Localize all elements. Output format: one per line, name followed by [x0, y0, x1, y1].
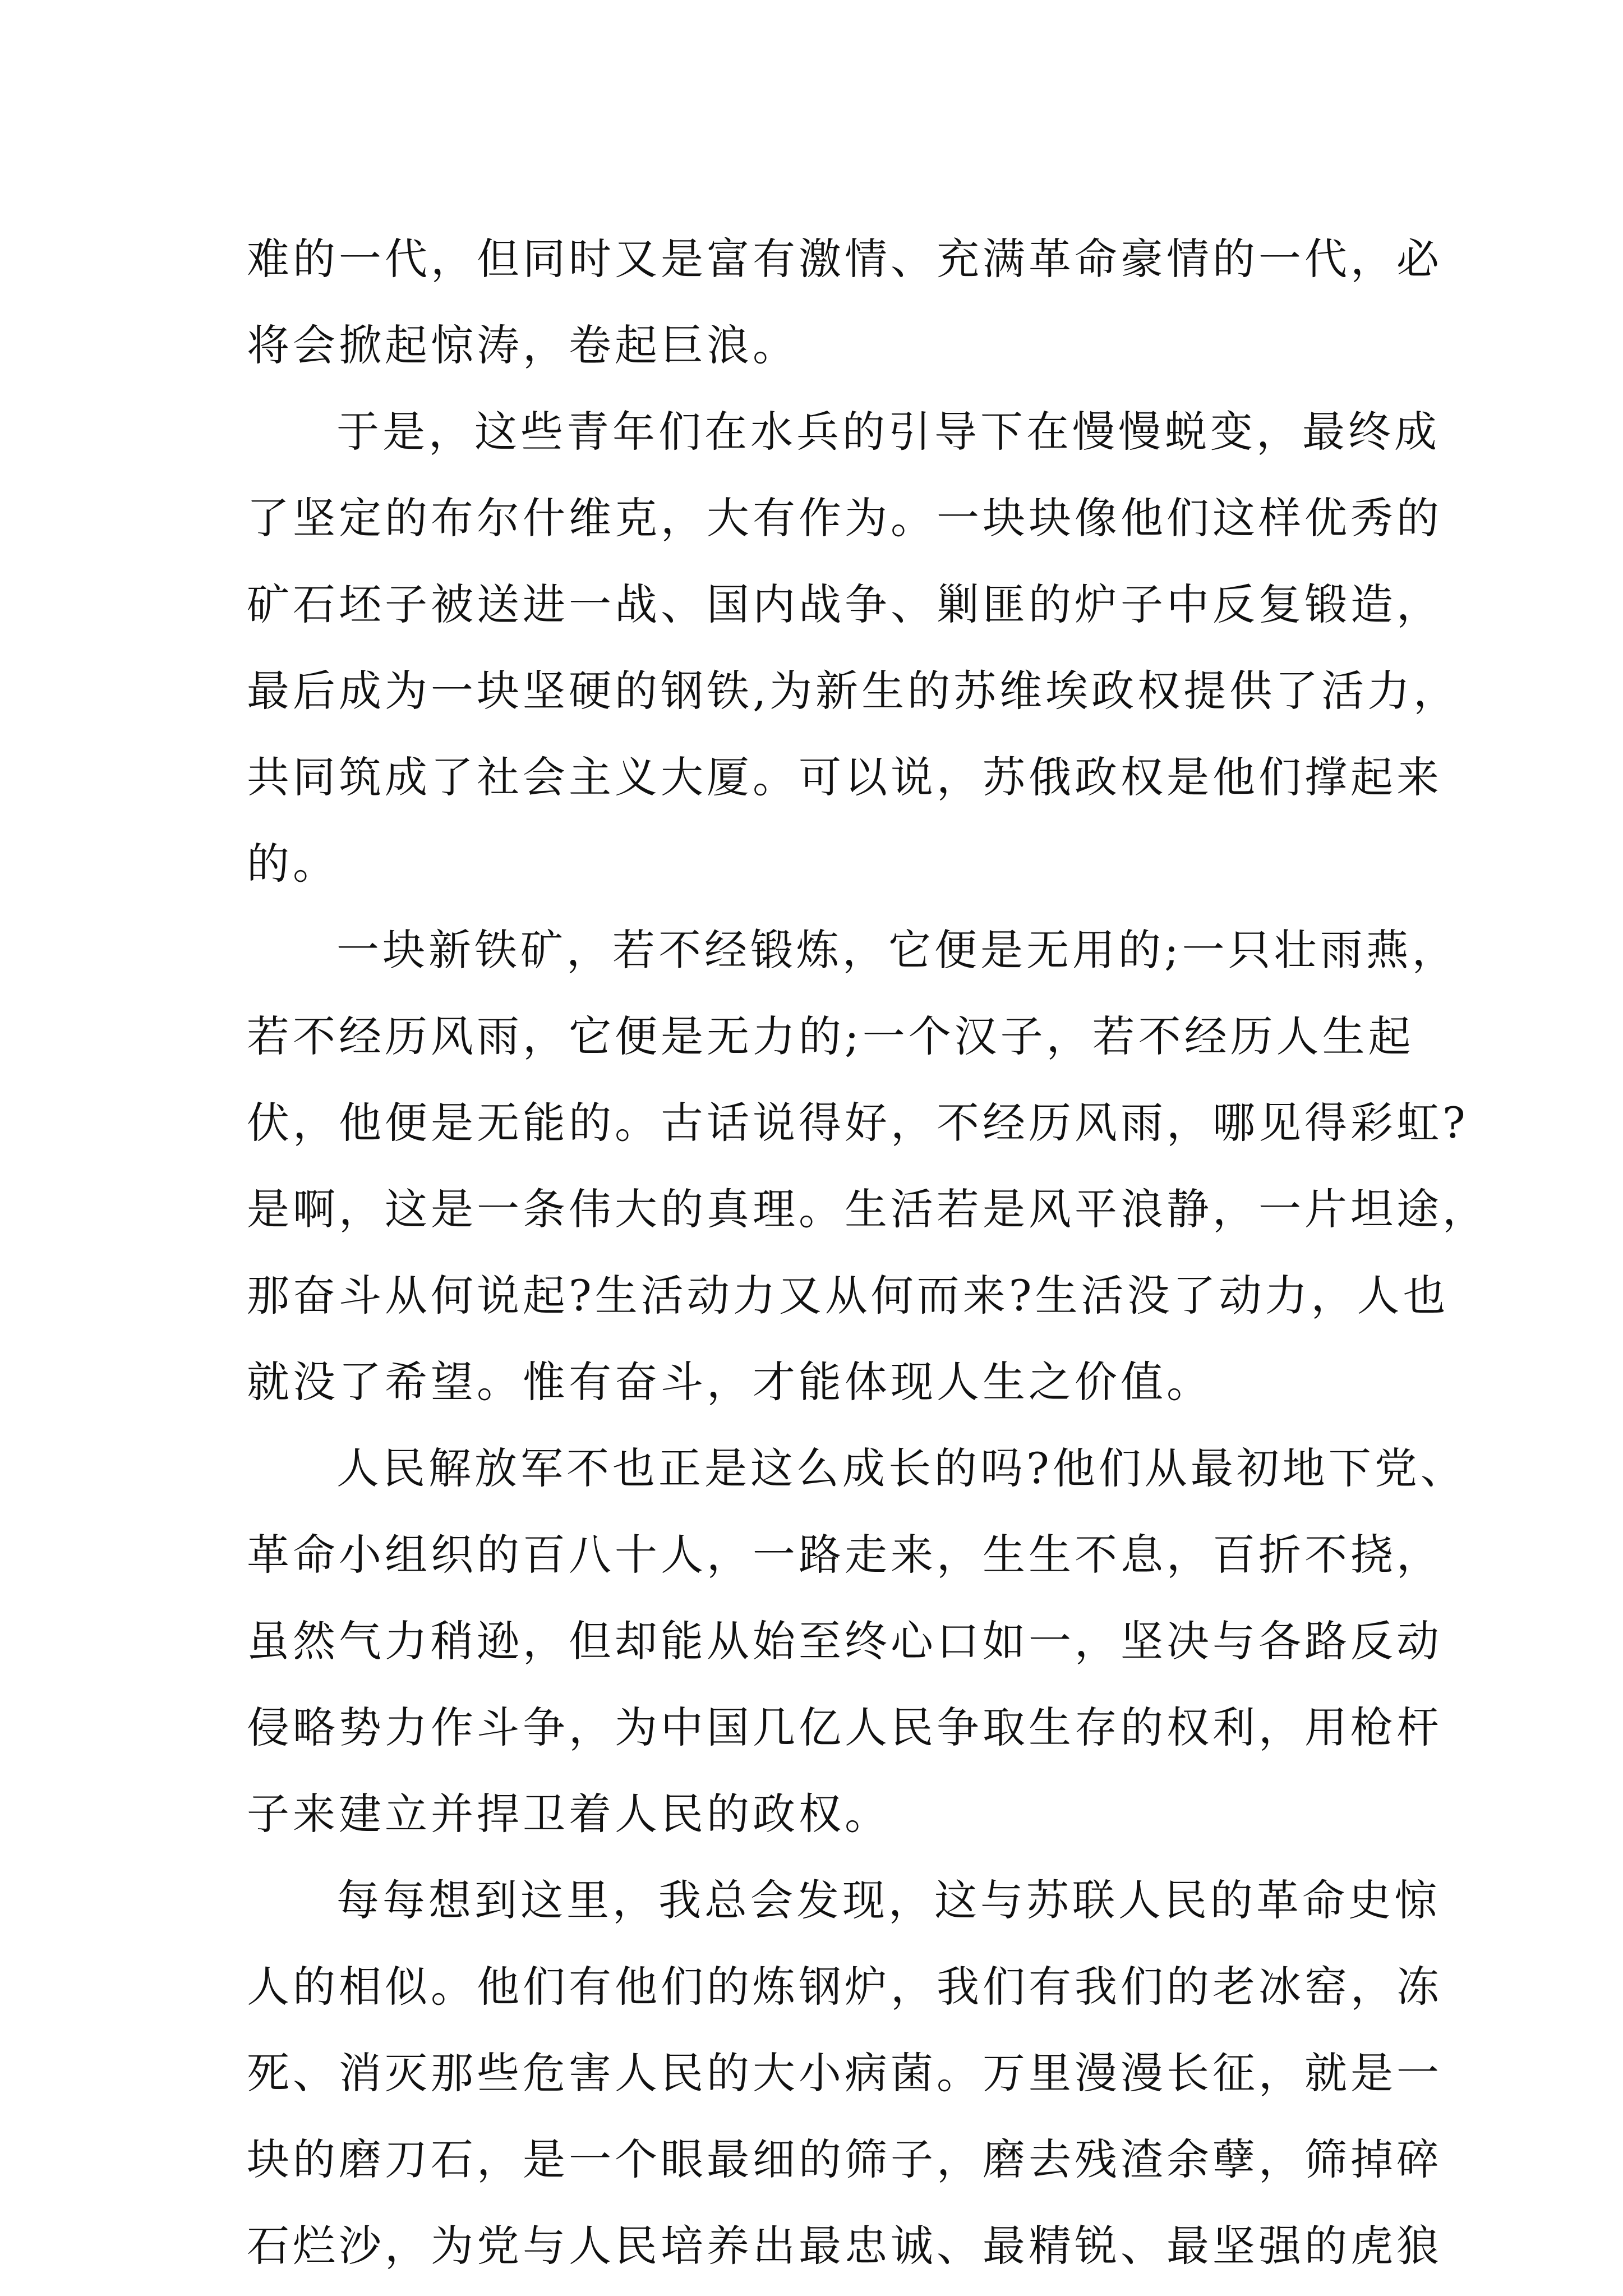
paragraph-first-line: 人民解放军不也正是这么成长的吗?他们从最初地下党、 [336, 1443, 1467, 1493]
text-line: 矿石坯子被送进一战、国内战争、剿匪的炉子中反复锻造， [247, 579, 1442, 629]
text-line: 共同筑成了社会主义大厦。可以说，苏俄政权是他们撑起来 [247, 752, 1442, 802]
text-line: 块的磨刀石，是一个眼最细的筛子，磨去残渣余孽，筛掉碎 [247, 2134, 1442, 2184]
text-line: 难的一代，但同时又是富有激情、充满革命豪情的一代，必 [247, 234, 1442, 284]
paragraph-first-line: 一块新铁矿，若不经锻炼，它便是无用的;一只壮雨燕， [336, 925, 1458, 975]
text-line: 最后成为一块坚硬的钢铁,为新生的苏维埃政权提供了活力， [247, 666, 1460, 716]
text-line: 人的相似。他们有他们的炼钢炉，我们有我们的老冰窑，冻 [247, 1962, 1442, 2012]
text-line: 革命小组织的百八十人，一路走来，生生不息，百折不挠， [247, 1530, 1442, 1580]
text-line: 虽然气力稍逊，但却能从始至终心口如一，坚决与各路反动 [247, 1616, 1442, 1666]
text-line: 了坚定的布尔什维克，大有作为。一块块像他们这样优秀的 [247, 493, 1442, 543]
text-line: 侵略势力作斗争，为中国几亿人民争取生存的权利，用枪杆 [247, 1703, 1442, 1752]
text-line: 的。 [247, 839, 339, 889]
text-line: 石烂沙，为党与人民培养出最忠诚、最精锐、最坚强的虎狼 [247, 2221, 1442, 2271]
paragraph-first-line: 于是，这些青年们在水兵的引导下在慢慢蜕变，最终成 [336, 407, 1440, 457]
paragraph-first-line: 每每想到这里，我总会发现，这与苏联人民的革命史惊 [336, 1875, 1440, 1925]
text-line: 伏，他便是无能的。古话说得好，不经历风雨，哪见得彩虹? [247, 1098, 1469, 1148]
text-line: 就没了希望。惟有奋斗，才能体现人生之价值。 [247, 1357, 1212, 1407]
text-line: 若不经历风雨，它便是无力的;一个汉子，若不经历人生起 [247, 1011, 1414, 1061]
body-text [247, 216, 1488, 2289]
text-line: 是啊，这是一条伟大的真理。生活若是风平浪静，一片坦途， [247, 1184, 1488, 1234]
text-line: 死、消灭那些危害人民的大小病菌。万里漫漫长征，就是一 [247, 2048, 1442, 2098]
text-line: 将会掀起惊涛，卷起巨浪。 [247, 320, 799, 370]
text-line: 那奋斗从何说起?生活动力又从何而来?生活没了动力，人也 [247, 1271, 1449, 1320]
text-line: 子来建立并捍卫着人民的政权。 [247, 1789, 891, 1839]
